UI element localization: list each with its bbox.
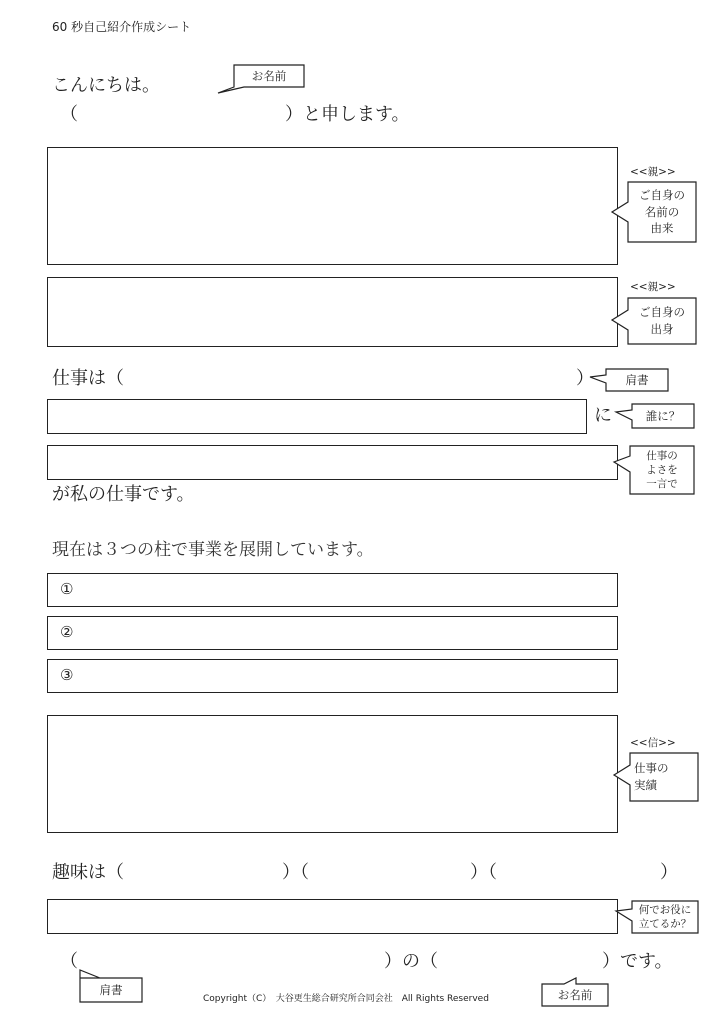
closing-title-label: 肩書 xyxy=(99,982,123,997)
callout-line: 一言で xyxy=(646,478,678,491)
to-whom-suffix: に xyxy=(594,405,612,426)
name-origin-callout xyxy=(610,180,700,244)
callout-line: 立てるか？ xyxy=(638,918,692,930)
achievements-box[interactable] xyxy=(47,715,618,833)
pillar-number: ② xyxy=(60,623,74,641)
pillar-box-2[interactable] xyxy=(47,616,618,650)
callout-line: 実績 xyxy=(634,778,657,792)
achievements-callout xyxy=(612,751,700,803)
work-label: 仕事は（ xyxy=(52,368,124,389)
callout-line: 名前の xyxy=(644,204,680,219)
parent-tag-2: <<親>> xyxy=(630,281,676,293)
pillar-box-3[interactable] xyxy=(47,659,618,693)
callout-line: 仕事の xyxy=(646,449,678,462)
name-callout xyxy=(216,63,306,97)
closing-name-callout xyxy=(540,976,610,1008)
callout-line: 何でお役に xyxy=(638,903,692,916)
work-close-paren: ） xyxy=(576,368,594,389)
pillar-box-1[interactable] xyxy=(47,573,618,607)
hobbies-mid-1: ）（ xyxy=(282,862,309,883)
title-callout-label: 肩書 xyxy=(625,372,649,387)
closing-name-label: お名前 xyxy=(557,987,593,1002)
parent-tag-1: <<親>> xyxy=(630,166,676,178)
closing-title-callout xyxy=(78,968,144,1004)
work-ending: が私の仕事です。 xyxy=(52,484,195,505)
trust-tag: <<信>> xyxy=(630,737,676,749)
title-callout xyxy=(588,367,670,393)
sheet-title: 60 秒自己紹介作成シート xyxy=(52,20,192,34)
hobbies-label: 趣味は（ xyxy=(52,862,124,883)
work-goodness-box[interactable] xyxy=(47,445,618,480)
callout-line: 出身 xyxy=(650,322,674,336)
to-whom-box[interactable] xyxy=(47,399,587,434)
hobbies-close: ） xyxy=(660,862,678,883)
greeting-hello: こんにちは。 xyxy=(52,75,160,96)
to-whom-callout-label: 誰に？ xyxy=(645,408,681,423)
how-to-help-callout xyxy=(614,899,700,935)
to-whom-callout xyxy=(614,402,696,430)
callout-line: 仕事の xyxy=(634,761,669,776)
closing-close: ）です。 xyxy=(602,951,673,972)
pillar-number: ① xyxy=(60,580,74,598)
callout-line: ご自身の xyxy=(639,187,685,202)
name-callout-label: お名前 xyxy=(251,68,287,83)
hobbies-mid-2: ）（ xyxy=(470,862,497,883)
callout-line: よさを xyxy=(646,463,678,476)
work-goodness-callout xyxy=(612,444,696,496)
origin-callout xyxy=(610,296,700,346)
how-to-help-box[interactable] xyxy=(47,899,618,934)
greeting-close-text: ）と申します。 xyxy=(285,104,410,125)
callout-line: ご自身の xyxy=(639,305,685,320)
copyright: Copyright（C） 大谷更生総合研究所合同会社 All Rights Reserved xyxy=(203,994,489,1004)
greeting-open-paren: （ xyxy=(60,104,78,125)
callout-line: 由来 xyxy=(650,221,674,236)
closing-open-paren: （ xyxy=(60,951,78,972)
closing-mid: ）の（ xyxy=(384,951,438,972)
name-origin-box[interactable] xyxy=(47,147,618,265)
pillar-number: ③ xyxy=(60,666,74,684)
pillars-lead: 現在は３つの柱で事業を展開しています。 xyxy=(52,540,374,560)
origin-box[interactable] xyxy=(47,277,618,347)
